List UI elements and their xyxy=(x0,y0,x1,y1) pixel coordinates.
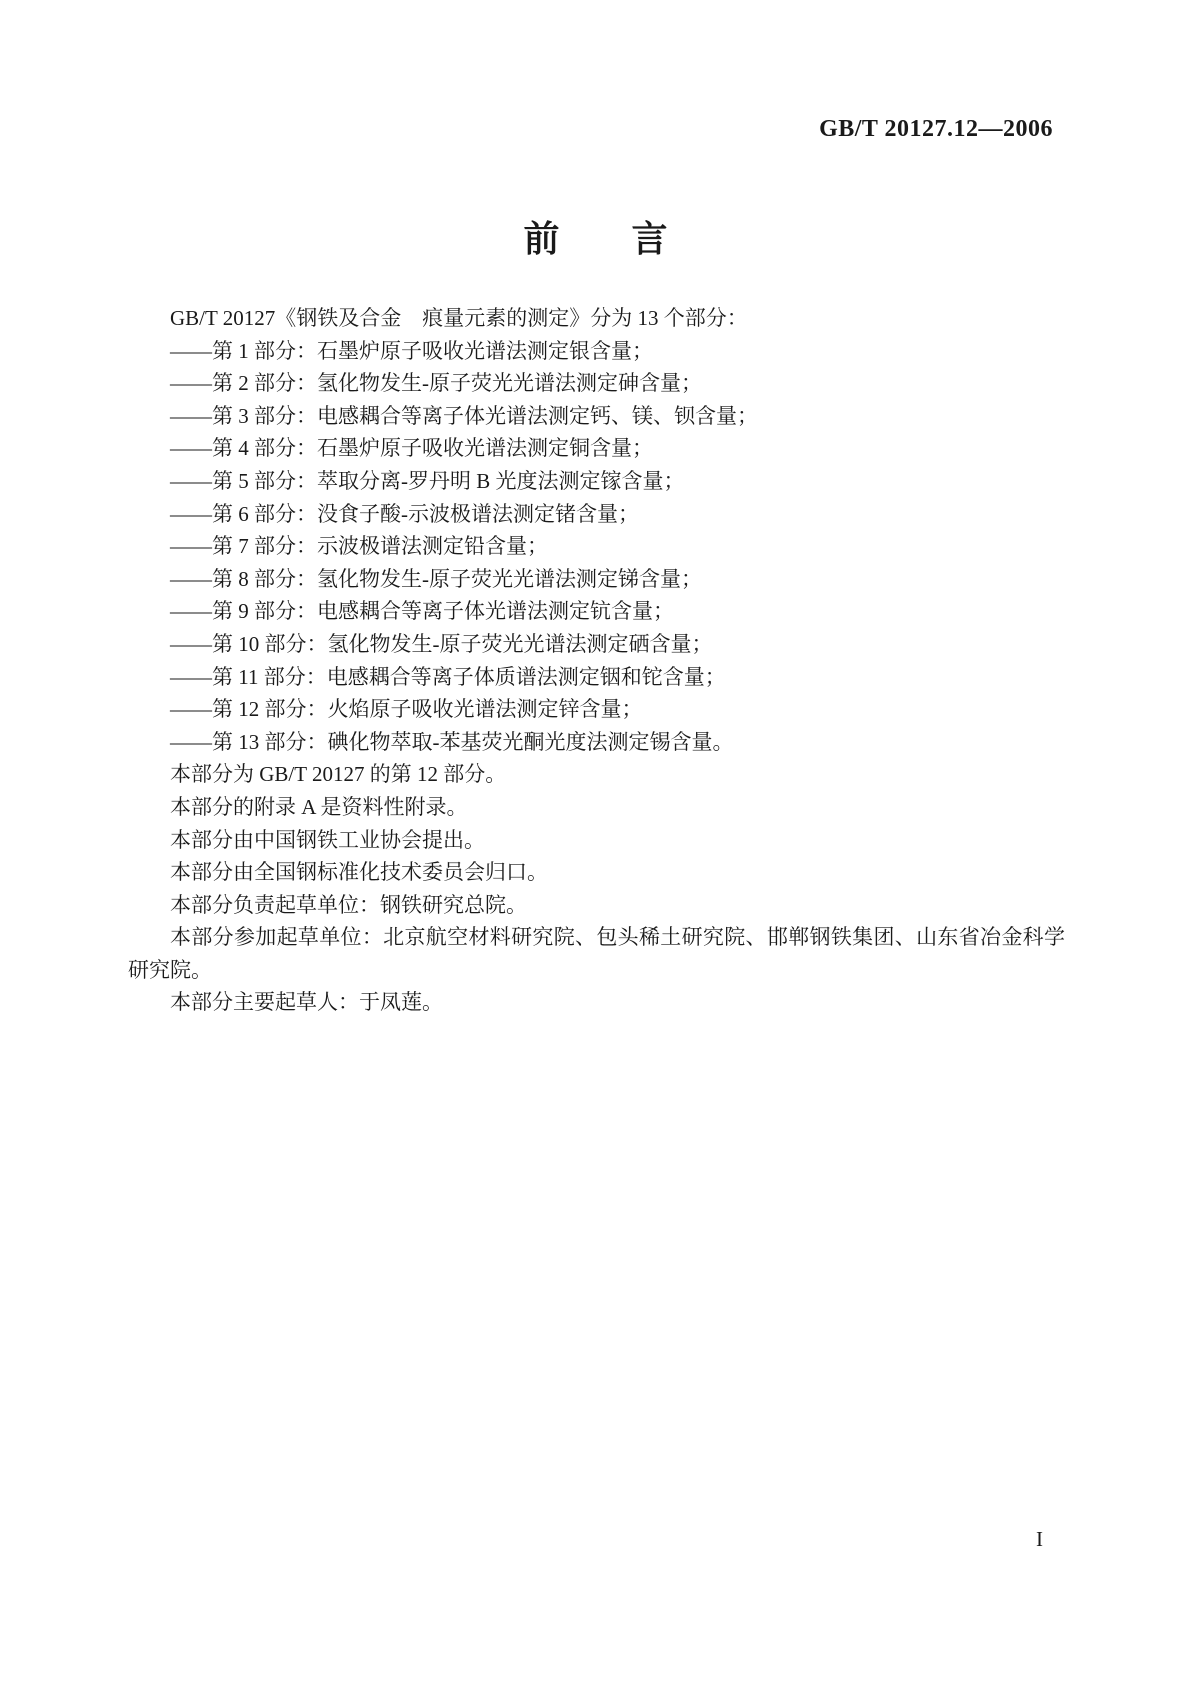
part-list-item-7: ——第 7 部分：示波极谱法测定铅含量； xyxy=(170,534,548,559)
part-list-item-5: ——第 5 部分：萃取分离-罗丹明 B 光度法测定镓含量； xyxy=(170,468,685,493)
page-number: I xyxy=(1036,1527,1043,1551)
part-list-item-12: ——第 12 部分：火焰原子吸收光谱法测定锌含量； xyxy=(170,697,643,722)
part-list-item-4: ——第 4 部分：石墨炉原子吸收光谱法测定铜含量； xyxy=(170,436,653,461)
statement-chief-drafting-unit: 本部分负责起草单位：钢铁研究总院。 xyxy=(170,892,527,917)
part-list-item-11: ——第 11 部分：电感耦合等离子体质谱法测定铟和铊含量； xyxy=(170,664,726,689)
statement-participating-units: 本部分参加起草单位：北京航空材料研究院、包头稀土研究院、邯郸钢铁集团、山东省冶金科学研究院。 xyxy=(128,925,1065,982)
foreword-body xyxy=(128,302,1065,1019)
part-list-item-10: ——第 10 部分：氢化物发生-原子荧光光谱法测定硒含量； xyxy=(170,631,713,656)
part-list-item-9: ——第 9 部分：电感耦合等离子体光谱法测定钪含量； xyxy=(170,599,674,624)
statement-part-of: 本部分为 GB/T 20127 的第 12 部分。 xyxy=(170,762,507,787)
part-list-item-1: ——第 1 部分：石墨炉原子吸收光谱法测定银含量； xyxy=(170,338,653,363)
page-title: 前 言 xyxy=(523,219,668,260)
statement-chief-drafter: 本部分主要起草人：于凤莲。 xyxy=(170,990,443,1015)
part-list-item-6: ——第 6 部分：没食子酸-示波极谱法测定锗含量； xyxy=(170,501,639,526)
standard-number-header: GB/T 20127.12—2006 xyxy=(819,116,1053,142)
statement-centralized-by: 本部分由全国钢标准化技术委员会归口。 xyxy=(170,860,548,885)
part-list-item-13: ——第 13 部分：碘化物萃取-苯基荧光酮光度法测定锡含量。 xyxy=(170,729,734,754)
statement-proposed-by: 本部分由中国钢铁工业协会提出。 xyxy=(170,827,485,852)
part-list-item-8: ——第 8 部分：氢化物发生-原子荧光光谱法测定锑含量； xyxy=(170,566,702,591)
statement-annex: 本部分的附录 A 是资料性附录。 xyxy=(170,794,468,819)
part-list-item-2: ——第 2 部分：氢化物发生-原子荧光光谱法测定砷含量； xyxy=(170,371,702,396)
intro-paragraph: GB/T 20127《钢铁及合金 痕量元素的测定》分为 13 个部分： xyxy=(170,306,748,330)
part-list-item-3: ——第 3 部分：电感耦合等离子体光谱法测定钙、镁、钡含量； xyxy=(170,403,758,428)
